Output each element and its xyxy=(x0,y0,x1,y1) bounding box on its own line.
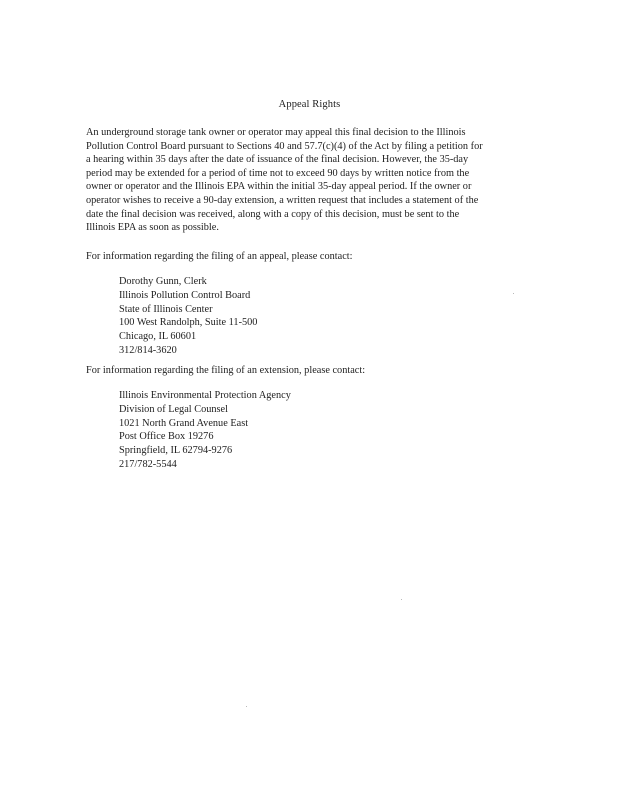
appeal-contact-address xyxy=(119,275,257,358)
appeal-rights-paragraph xyxy=(86,126,528,235)
address-line: Division of Legal Counsel xyxy=(119,403,228,415)
paragraph-line: period may be extended for a period of time not to exceed 90 days by written notice from the xyxy=(86,167,470,179)
paragraph-line: date the final decision was received, along with a copy of this decision, must be sent to the xyxy=(86,208,460,220)
address-line: Dorothy Gunn, Clerk xyxy=(119,276,207,287)
appeal-contact-intro: For information regarding the filing of an appeal, please contact: xyxy=(86,251,353,262)
address-line: 1021 North Grand Avenue East xyxy=(119,417,249,429)
page-title: Appeal Rights xyxy=(278,99,341,110)
scan-speck xyxy=(401,599,402,600)
paragraph-line: operator wishes to receive a 90-day extension, a written request that includes a statement of the xyxy=(86,194,479,206)
extension-contact-intro: For information regarding the filing of an extension, please contact: xyxy=(86,365,366,376)
paragraph-line: Illinois EPA as soon as possible. xyxy=(86,222,219,234)
phone-line: 217/782-5544 xyxy=(119,458,177,470)
paragraph-line: An underground storage tank owner or operator may appeal this final decision to the Illinois xyxy=(86,127,466,138)
scan-speck xyxy=(513,293,514,294)
extension-contact-address xyxy=(119,389,291,472)
address-line: Illinois Environmental Protection Agency xyxy=(119,390,291,401)
phone-line: 312/814-3620 xyxy=(119,344,177,356)
paragraph-line: a hearing within 35 days after the date of issuance of the final decision. However, the 35-day xyxy=(86,154,469,166)
address-line: State of Illinois Center xyxy=(119,303,213,315)
address-line: Illinois Pollution Control Board xyxy=(119,289,251,301)
address-line: Post Office Box 19276 xyxy=(119,431,214,443)
address-line: Chicago, IL 60601 xyxy=(119,331,197,343)
address-line: 100 West Randolph, Suite 11-500 xyxy=(119,317,258,329)
paragraph-line: Pollution Control Board pursuant to Sections 40 and 57.7(c)(4) of the Act by filing a petition for xyxy=(86,140,483,152)
paragraph-line: owner or operator and the Illinois EPA within the initial 35-day appeal period. If the owner or xyxy=(86,181,472,193)
address-line: Springfield, IL 62794-9276 xyxy=(119,445,233,457)
scan-speck xyxy=(246,706,247,707)
